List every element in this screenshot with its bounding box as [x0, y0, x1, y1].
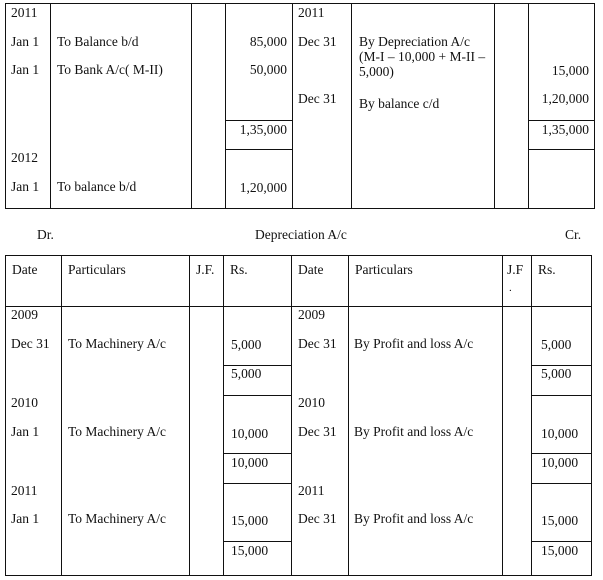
- entry-date: Jan 1: [11, 34, 40, 49]
- col-line: [223, 255, 224, 576]
- col-line: [292, 3, 293, 209]
- entry-amount: 15,000: [231, 513, 269, 528]
- entry-total: 5,000: [231, 366, 262, 381]
- credit-total: 1,35,000: [541, 122, 589, 137]
- total-line-top: [225, 120, 292, 121]
- col-line: [348, 255, 349, 576]
- entry-total: 15,000: [541, 543, 579, 558]
- entry-amount: 1,20,000: [239, 180, 287, 195]
- entry-amount: 10,000: [231, 426, 269, 441]
- total-line: [223, 395, 291, 396]
- entry-particulars: To Machinery A/c: [68, 336, 167, 351]
- col-line: [291, 255, 292, 576]
- header-jf: J.F: [507, 262, 524, 277]
- col-line: [5, 3, 6, 209]
- total-line: [531, 483, 591, 484]
- table-top-border: [5, 255, 592, 256]
- total-line: [531, 453, 591, 454]
- entry-amount: 10,000: [541, 426, 579, 441]
- col-line: [591, 255, 592, 576]
- entry-amount: 1,20,000: [541, 91, 589, 106]
- entry-particulars: To Balance b/d: [57, 34, 139, 49]
- col-line: [594, 3, 595, 209]
- total-line: [223, 483, 291, 484]
- entry-particulars: By Profit and loss A/c: [354, 511, 474, 526]
- table-bottom-border: [5, 575, 592, 576]
- col-line: [351, 3, 352, 209]
- total-line: [531, 395, 591, 396]
- entry-particulars: To balance b/d: [57, 179, 137, 194]
- entry-particulars: By Profit and loss A/c: [354, 336, 474, 351]
- total-line-bottom: [528, 149, 594, 150]
- col-line: [502, 255, 503, 576]
- table-bottom-border: [5, 208, 595, 209]
- entry-date: Jan 1: [11, 179, 40, 194]
- entry-amount: 85,000: [249, 34, 287, 49]
- dr-label: Dr.: [37, 227, 54, 242]
- year-label: 2011: [11, 5, 38, 20]
- entry-particulars: To Machinery A/c: [68, 511, 167, 526]
- entry-date: Jan 1: [11, 511, 40, 526]
- header-jf-dot: .: [509, 282, 512, 294]
- entry-particulars: To Machinery A/c: [68, 424, 167, 439]
- entry-amount: 15,000: [551, 63, 589, 78]
- entry-date: Dec 31: [11, 336, 50, 351]
- year-label: 2012: [11, 150, 38, 165]
- year-label: 2010: [298, 395, 325, 410]
- total-line: [531, 541, 591, 542]
- header-particulars: Particulars: [355, 262, 413, 277]
- account-title: Depreciation A/c: [255, 227, 347, 242]
- year-label: 2011: [298, 5, 325, 20]
- debit-total: 1,35,000: [239, 122, 287, 137]
- entry-date: Dec 31: [298, 336, 337, 351]
- header-rs: Rs.: [538, 262, 556, 277]
- year-label: 2009: [298, 307, 325, 322]
- header-date: Date: [298, 262, 324, 277]
- col-line: [225, 3, 226, 209]
- col-line: [50, 3, 51, 209]
- total-line: [223, 541, 291, 542]
- entry-particulars: By Profit and loss A/c: [354, 424, 474, 439]
- entry-date: Jan 1: [11, 424, 40, 439]
- entry-total: 5,000: [541, 366, 572, 381]
- total-line: [223, 453, 291, 454]
- entry-amount: 15,000: [541, 513, 579, 528]
- cr-label: Cr.: [565, 227, 582, 242]
- entry-date: Dec 31: [298, 34, 337, 49]
- col-line: [528, 3, 529, 209]
- entry-date: Dec 31: [298, 511, 337, 526]
- entry-amount: 5,000: [231, 337, 262, 352]
- entry-particulars: By Depreciation A/c (M-I – 10,000 + M-II – 5,000): [359, 34, 486, 79]
- entry-total: 10,000: [231, 455, 269, 470]
- entry-date: Jan 1: [11, 62, 40, 77]
- col-line: [189, 255, 190, 576]
- entry-date: Dec 31: [298, 91, 337, 106]
- year-label: 2010: [11, 395, 38, 410]
- year-label: 2011: [298, 483, 325, 498]
- col-line: [61, 255, 62, 576]
- header-date: Date: [12, 262, 38, 277]
- table-top-border: [5, 3, 595, 4]
- entry-amount: 50,000: [249, 62, 287, 77]
- col-line: [5, 255, 6, 576]
- entry-total: 15,000: [231, 543, 269, 558]
- col-line: [531, 255, 532, 576]
- entry-amount: 5,000: [541, 337, 572, 352]
- entry-total: 10,000: [541, 455, 579, 470]
- header-jf: J.F.: [196, 262, 215, 277]
- entry-date: Dec 31: [298, 424, 337, 439]
- year-label: 2011: [11, 483, 38, 498]
- header-particulars: Particulars: [68, 262, 126, 277]
- total-line-bottom: [225, 149, 292, 150]
- entry-particulars: To Bank A/c( M-II): [57, 62, 163, 77]
- col-line: [191, 3, 192, 209]
- col-line: [494, 3, 495, 209]
- header-rs: Rs.: [230, 262, 248, 277]
- total-line-top: [528, 120, 594, 121]
- year-label: 2009: [11, 307, 38, 322]
- entry-particulars: By balance c/d: [359, 96, 440, 111]
